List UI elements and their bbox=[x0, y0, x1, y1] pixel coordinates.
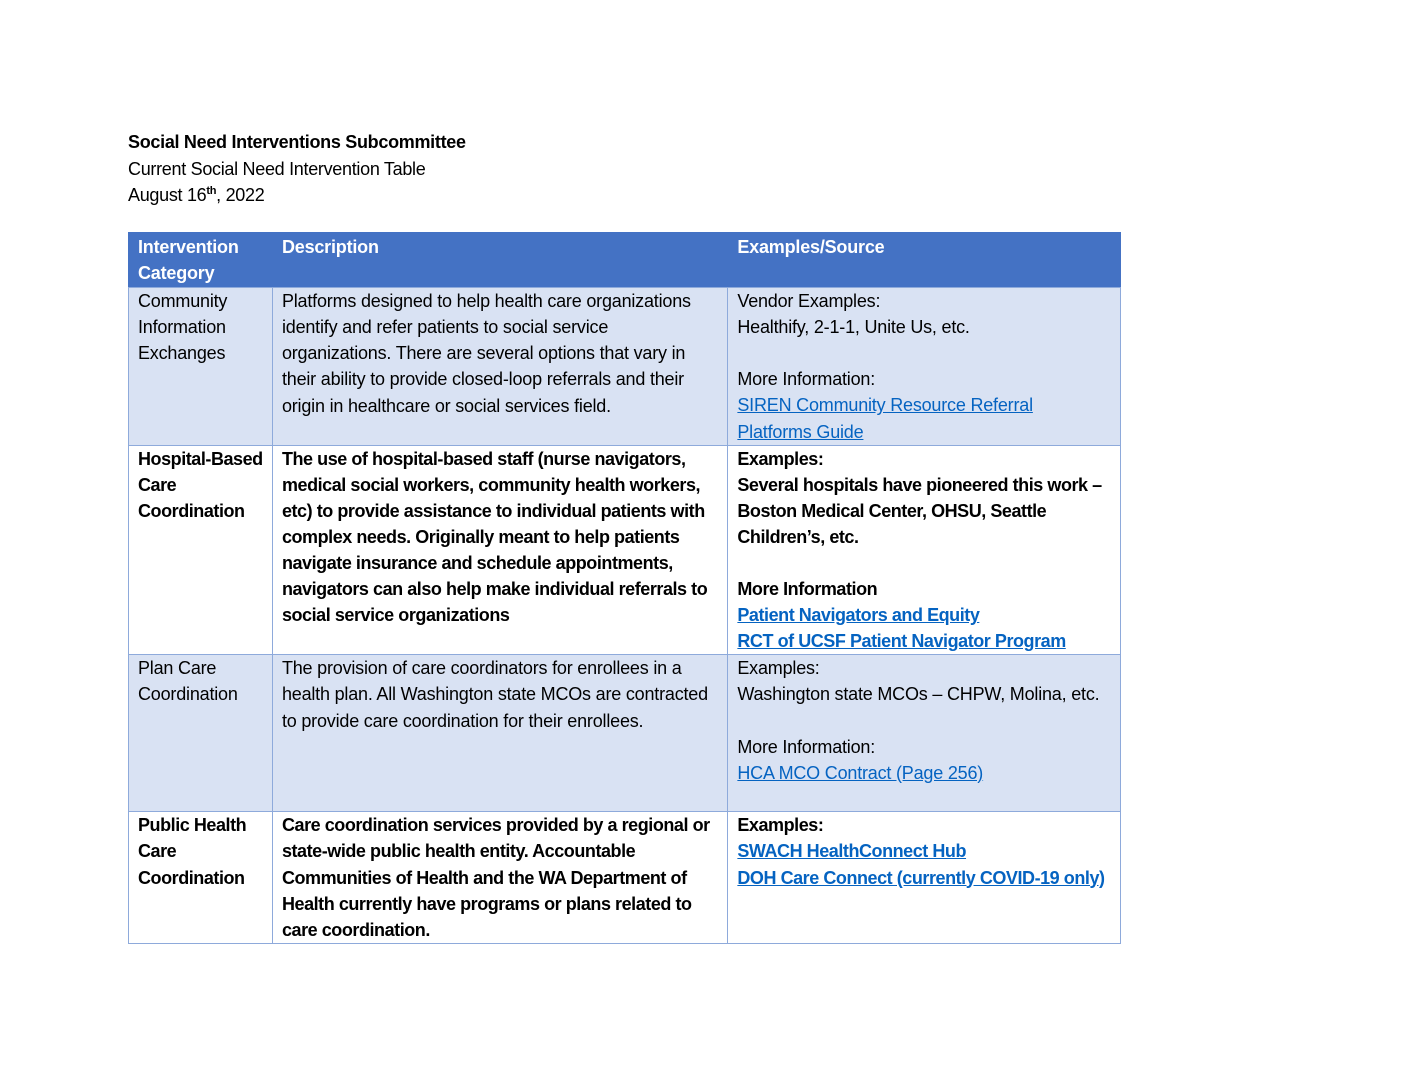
link-swach-hub[interactable]: SWACH HealthConnect Hub bbox=[737, 841, 967, 862]
document-date: August 16th, 2022 bbox=[128, 185, 265, 205]
description-cell: Care coordination services provided by a regional or state-wide public health entity. Accountable Communities of Health and the WA Department of Health currently have programs or plans related to care coordination. bbox=[272, 812, 727, 943]
table-row bbox=[129, 288, 1121, 445]
category-cell: Community Information Exchanges bbox=[129, 288, 273, 445]
link-siren-guide[interactable]: SIREN Community Resource Referral Platforms Guide bbox=[737, 395, 1033, 442]
more-info-label: More Information: bbox=[737, 369, 876, 390]
table-row bbox=[129, 655, 1121, 812]
column-header-category: Intervention Category bbox=[129, 233, 273, 288]
examples-cell bbox=[728, 288, 1121, 445]
examples-text: Washington state MCOs – CHPW, Molina, etc. bbox=[737, 684, 1100, 705]
column-header-examples: Examples/Source bbox=[728, 233, 1121, 288]
document-subtitle: Current Social Need Intervention Table bbox=[128, 158, 426, 179]
examples-text: Healthify, 2-1-1, Unite Us, etc. bbox=[737, 317, 970, 338]
link-patient-navigators-equity[interactable]: Patient Navigators and Equity bbox=[737, 605, 980, 626]
examples-label: Examples: bbox=[737, 658, 820, 679]
more-info-label: More Information: bbox=[737, 736, 876, 757]
column-header-description: Description bbox=[272, 233, 727, 288]
examples-label: Vendor Examples: bbox=[737, 291, 881, 312]
table-row bbox=[129, 445, 1121, 655]
description-cell: The provision of care coordinators for enrollees in a health plan. All Washington state MCOs are contracted to provide care coordination for their enrollees. bbox=[272, 655, 727, 812]
description-cell: The use of hospital-based staff (nurse navigators, medical social workers, community health workers, etc) to provide assistance to individual patients with complex needs. Originally meant to help patients navigate insurance and schedule appointments, navigators can also help make individual referrals to social service organizations bbox=[272, 445, 727, 655]
examples-cell bbox=[728, 655, 1121, 812]
link-doh-care-connect[interactable]: DOH Care Connect (currently COVID-19 only) bbox=[737, 867, 1105, 888]
document-title: Social Need Interventions Subcommittee bbox=[128, 132, 466, 152]
link-hca-mco-contract[interactable]: HCA MCO Contract (Page 256) bbox=[737, 762, 984, 783]
examples-text: Several hospitals have pioneered this work – Boston Medical Center, OHSU, Seattle Children’s, etc. bbox=[737, 474, 1102, 547]
document-heading bbox=[128, 129, 466, 209]
category-cell: Hospital-Based Care Coordination bbox=[129, 445, 273, 655]
link-ucsf-rct[interactable]: RCT of UCSF Patient Navigator Program bbox=[737, 631, 1066, 652]
description-cell: Platforms designed to help health care organizations identify and refer patients to social service organizations. There are several options that vary in their ability to provide closed-loop referrals and their origin in healthcare or social services field. bbox=[272, 288, 727, 445]
more-info-label: More Information bbox=[737, 579, 878, 600]
intervention-table bbox=[128, 232, 1121, 944]
table-row bbox=[129, 812, 1121, 943]
examples-cell bbox=[728, 812, 1121, 943]
examples-cell bbox=[728, 445, 1121, 655]
examples-label: Examples: bbox=[737, 448, 824, 469]
examples-label: Examples: bbox=[737, 815, 824, 836]
table-header-row bbox=[129, 233, 1121, 288]
category-cell: Public Health Care Coordination bbox=[129, 812, 273, 943]
category-cell: Plan Care Coordination bbox=[129, 655, 273, 812]
